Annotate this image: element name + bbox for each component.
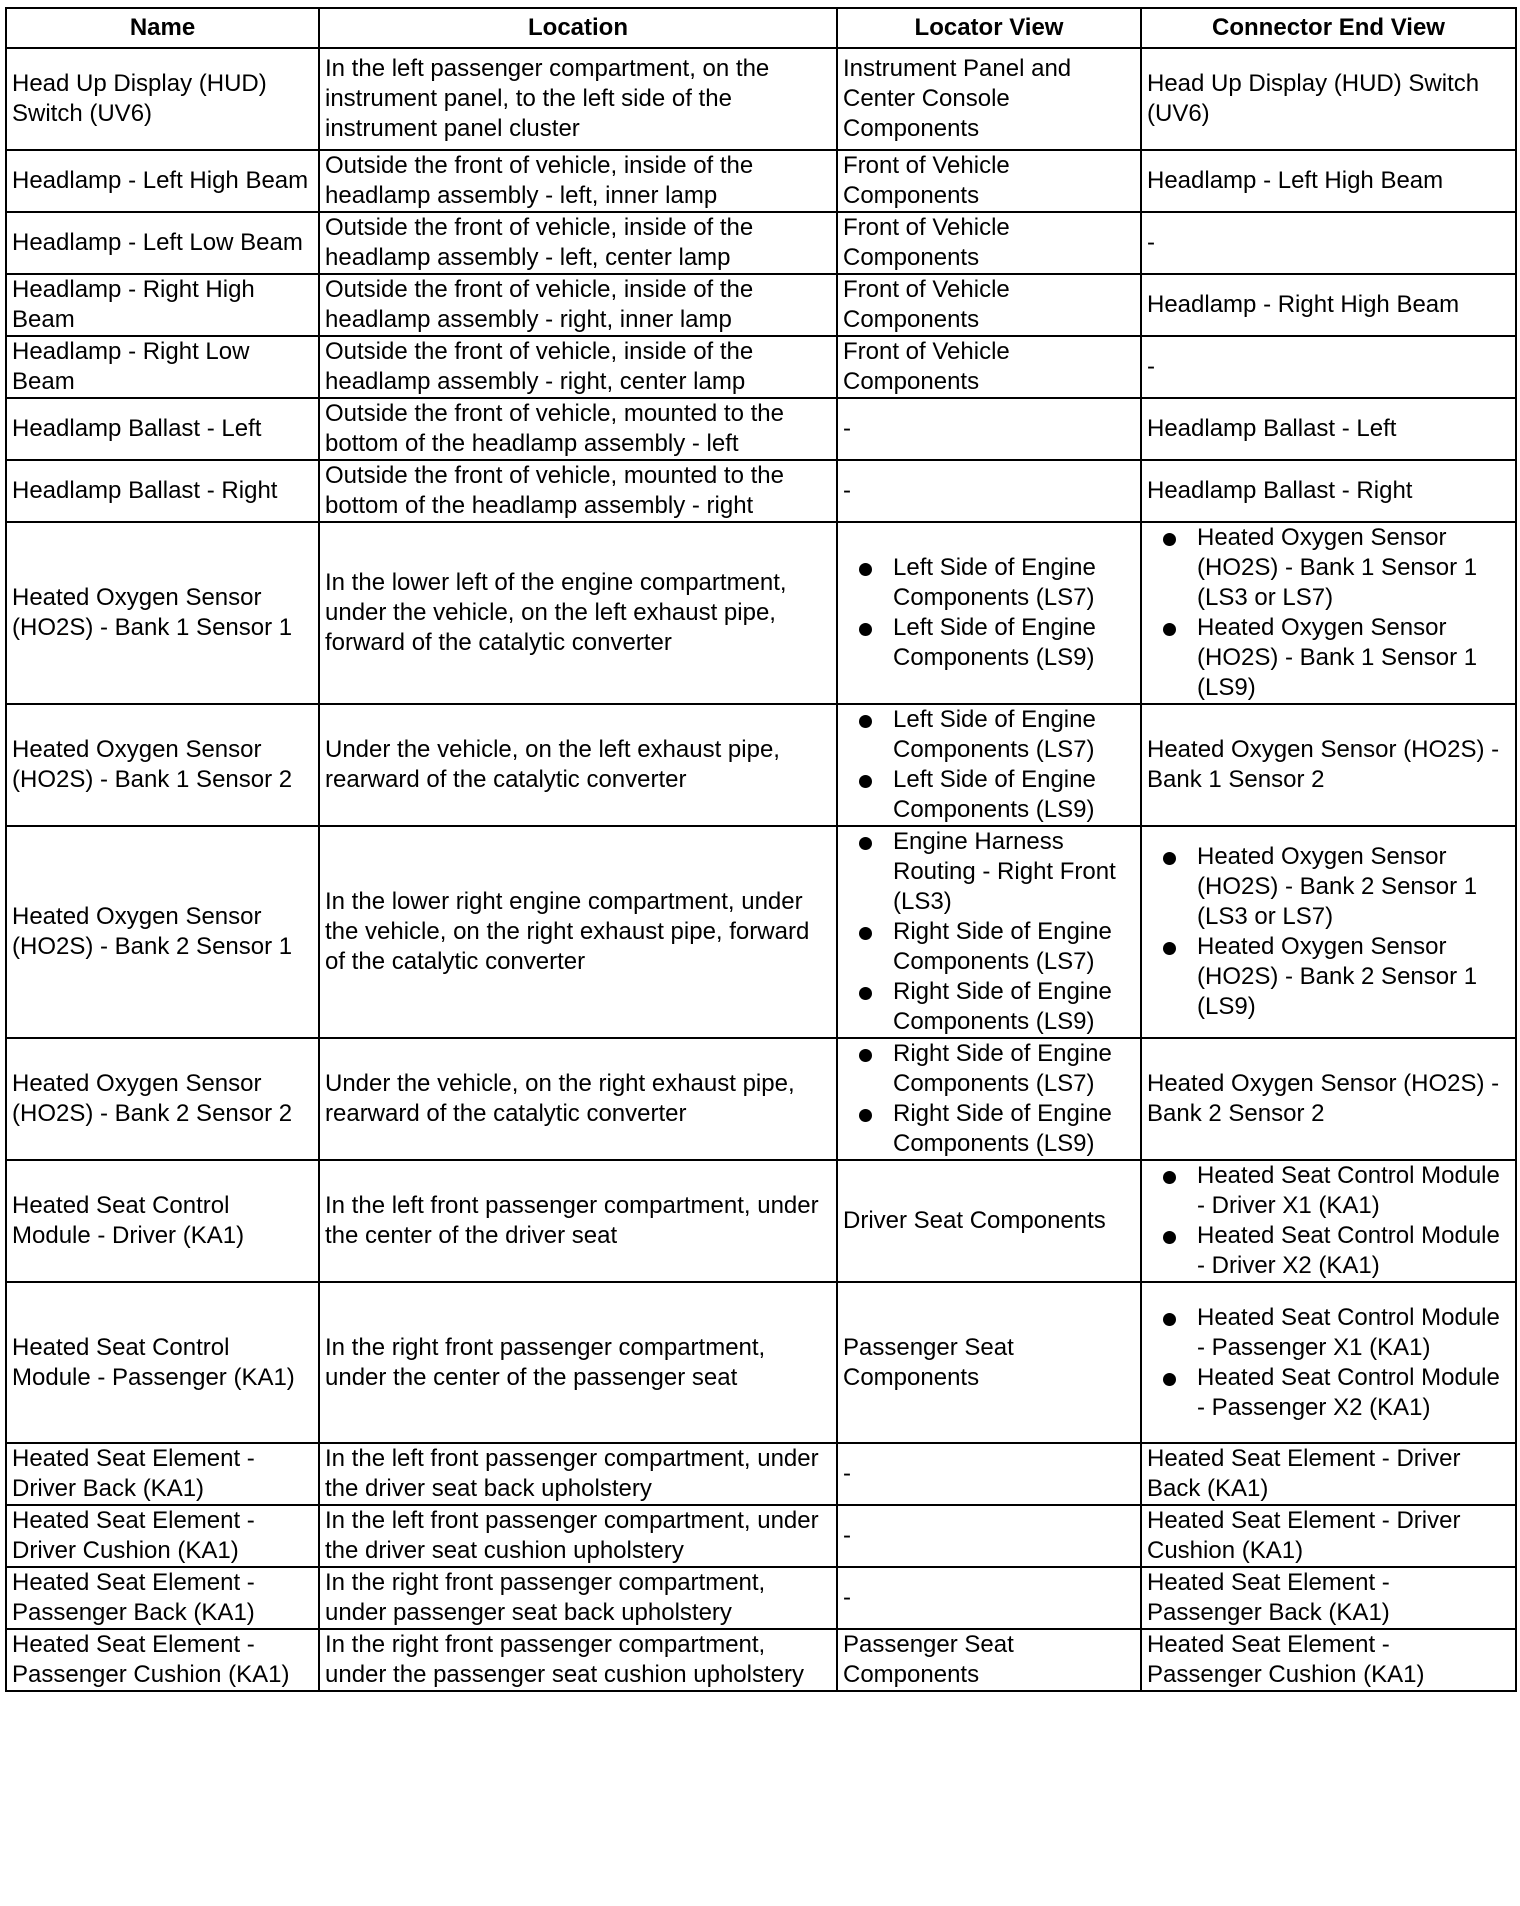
cell-connector-end-view: Headlamp Ballast - Left [1141, 398, 1516, 460]
cell-name: Headlamp - Left High Beam [6, 150, 319, 212]
table-row [6, 1629, 1516, 1691]
cell-locator-view: - [837, 1443, 1141, 1505]
cell-location: In the left front passenger compartment, under the driver seat cushion upholstery [319, 1505, 837, 1567]
cell-name: Headlamp - Right Low Beam [6, 336, 319, 398]
header-locator-view: Locator View [837, 8, 1141, 48]
connector-end-view-list [1147, 523, 1510, 703]
cell-locator-view: Instrument Panel and Center Console Components [837, 48, 1141, 150]
cell-connector-end-view: Heated Seat Element - Driver Back (KA1) [1141, 1443, 1516, 1505]
cell-locator-view [837, 522, 1141, 704]
cell-name: Heated Oxygen Sensor (HO2S) - Bank 1 Sensor 1 [6, 522, 319, 704]
cell-name: Heated Seat Element - Passenger Back (KA1) [6, 1567, 319, 1629]
table-row [6, 274, 1516, 336]
component-locator-table [5, 7, 1517, 1692]
table-row [6, 1038, 1516, 1160]
cell-locator-view: Front of Vehicle Components [837, 336, 1141, 398]
cell-connector-end-view: - [1141, 336, 1516, 398]
cell-location: In the lower left of the engine compartment, under the vehicle, on the left exhaust pipe, forward of the catalytic converter [319, 522, 837, 704]
locator-view-list [843, 705, 1135, 825]
header-row [6, 8, 1516, 48]
table-row [6, 1505, 1516, 1567]
connector-end-view-list [1147, 1161, 1510, 1281]
cell-locator-view: Front of Vehicle Components [837, 150, 1141, 212]
locator-view-list-item: Left Side of Engine Components (LS7) [893, 553, 1135, 613]
cell-locator-view: - [837, 460, 1141, 522]
cell-name: Heated Seat Element - Driver Cushion (KA1) [6, 1505, 319, 1567]
cell-locator-view [837, 826, 1141, 1038]
header-location: Location [319, 8, 837, 48]
cell-connector-end-view: Heated Oxygen Sensor (HO2S) - Bank 1 Sensor 2 [1141, 704, 1516, 826]
cell-locator-view: - [837, 1505, 1141, 1567]
connector-end-view-list-item: Heated Seat Control Module - Passenger X1 (KA1) [1197, 1303, 1510, 1363]
cell-locator-view: Passenger Seat Components [837, 1629, 1141, 1691]
connector-end-view-list-item: Heated Oxygen Sensor (HO2S) - Bank 2 Sensor 1 (LS3 or LS7) [1197, 842, 1510, 932]
cell-location: Outside the front of vehicle, mounted to the bottom of the headlamp assembly - left [319, 398, 837, 460]
locator-view-list-item: Right Side of Engine Components (LS7) [893, 1039, 1135, 1099]
connector-end-view-list [1147, 842, 1510, 1022]
cell-name: Headlamp Ballast - Right [6, 460, 319, 522]
locator-view-list [843, 553, 1135, 673]
table-row [6, 522, 1516, 704]
locator-view-list-item: Engine Harness Routing - Right Front (LS3) [893, 827, 1135, 917]
cell-connector-end-view [1141, 1160, 1516, 1282]
cell-location: In the right front passenger compartment, under the center of the passenger seat [319, 1282, 837, 1443]
table-row [6, 1160, 1516, 1282]
cell-connector-end-view [1141, 522, 1516, 704]
cell-location: In the left front passenger compartment, under the driver seat back upholstery [319, 1443, 837, 1505]
table-row [6, 212, 1516, 274]
cell-location: In the left front passenger compartment, under the center of the driver seat [319, 1160, 837, 1282]
locator-view-list-item: Right Side of Engine Components (LS9) [893, 977, 1135, 1037]
table-body [6, 48, 1516, 1691]
cell-location: In the left passenger compartment, on the instrument panel, to the left side of the instrument panel cluster [319, 48, 837, 150]
cell-connector-end-view: Heated Oxygen Sensor (HO2S) - Bank 2 Sensor 2 [1141, 1038, 1516, 1160]
cell-locator-view: Front of Vehicle Components [837, 274, 1141, 336]
cell-name: Heated Seat Control Module - Driver (KA1) [6, 1160, 319, 1282]
cell-locator-view: Front of Vehicle Components [837, 212, 1141, 274]
cell-locator-view: - [837, 398, 1141, 460]
cell-location: Outside the front of vehicle, inside of the headlamp assembly - left, center lamp [319, 212, 837, 274]
cell-connector-end-view: Headlamp - Right High Beam [1141, 274, 1516, 336]
cell-location: Outside the front of vehicle, mounted to the bottom of the headlamp assembly - right [319, 460, 837, 522]
locator-view-list-item: Right Side of Engine Components (LS9) [893, 1099, 1135, 1159]
locator-view-list [843, 1039, 1135, 1159]
connector-end-view-list-item: Heated Oxygen Sensor (HO2S) - Bank 2 Sensor 1 (LS9) [1197, 932, 1510, 1022]
cell-connector-end-view [1141, 1282, 1516, 1443]
cell-locator-view: Driver Seat Components [837, 1160, 1141, 1282]
cell-name: Heated Seat Element - Driver Back (KA1) [6, 1443, 319, 1505]
cell-location: Outside the front of vehicle, inside of the headlamp assembly - right, inner lamp [319, 274, 837, 336]
table-row [6, 704, 1516, 826]
cell-location: Under the vehicle, on the right exhaust pipe, rearward of the catalytic converter [319, 1038, 837, 1160]
connector-end-view-list-item: Heated Seat Control Module - Driver X2 (KA1) [1197, 1221, 1510, 1281]
table-row [6, 150, 1516, 212]
cell-name: Heated Seat Control Module - Passenger (KA1) [6, 1282, 319, 1443]
cell-name: Headlamp Ballast - Left [6, 398, 319, 460]
header-connector-end-view: Connector End View [1141, 8, 1516, 48]
cell-name: Heated Oxygen Sensor (HO2S) - Bank 2 Sensor 1 [6, 826, 319, 1038]
cell-connector-end-view: - [1141, 212, 1516, 274]
cell-name: Headlamp - Left Low Beam [6, 212, 319, 274]
cell-location: In the lower right engine compartment, under the vehicle, on the right exhaust pipe, forward of the catalytic converter [319, 826, 837, 1038]
connector-end-view-list-item: Heated Oxygen Sensor (HO2S) - Bank 1 Sensor 1 (LS9) [1197, 613, 1510, 703]
locator-view-list-item: Right Side of Engine Components (LS7) [893, 917, 1135, 977]
connector-end-view-list-item: Heated Seat Control Module - Driver X1 (KA1) [1197, 1161, 1510, 1221]
cell-connector-end-view: Heated Seat Element - Passenger Cushion (KA1) [1141, 1629, 1516, 1691]
header-name: Name [6, 8, 319, 48]
cell-location: Outside the front of vehicle, inside of the headlamp assembly - right, center lamp [319, 336, 837, 398]
connector-end-view-list [1147, 1303, 1510, 1423]
table-row [6, 1567, 1516, 1629]
cell-connector-end-view [1141, 826, 1516, 1038]
cell-locator-view [837, 1038, 1141, 1160]
connector-end-view-list-item: Heated Oxygen Sensor (HO2S) - Bank 1 Sensor 1 (LS3 or LS7) [1197, 523, 1510, 613]
table-row [6, 1443, 1516, 1505]
cell-location: In the right front passenger compartment, under passenger seat back upholstery [319, 1567, 837, 1629]
table-row [6, 460, 1516, 522]
table-row [6, 336, 1516, 398]
cell-name: Heated Oxygen Sensor (HO2S) - Bank 2 Sensor 2 [6, 1038, 319, 1160]
cell-name: Headlamp - Right High Beam [6, 274, 319, 336]
table-row [6, 1282, 1516, 1443]
cell-name: Head Up Display (HUD) Switch (UV6) [6, 48, 319, 150]
cell-name: Heated Oxygen Sensor (HO2S) - Bank 1 Sensor 2 [6, 704, 319, 826]
cell-location: Under the vehicle, on the left exhaust pipe, rearward of the catalytic converter [319, 704, 837, 826]
connector-end-view-list-item: Heated Seat Control Module - Passenger X2 (KA1) [1197, 1363, 1510, 1423]
cell-connector-end-view: Head Up Display (HUD) Switch (UV6) [1141, 48, 1516, 150]
cell-locator-view: - [837, 1567, 1141, 1629]
cell-name: Heated Seat Element - Passenger Cushion (KA1) [6, 1629, 319, 1691]
cell-location: In the right front passenger compartment, under the passenger seat cushion upholstery [319, 1629, 837, 1691]
cell-connector-end-view: Heated Seat Element - Passenger Back (KA1) [1141, 1567, 1516, 1629]
cell-locator-view: Passenger Seat Components [837, 1282, 1141, 1443]
locator-view-list-item: Left Side of Engine Components (LS9) [893, 613, 1135, 673]
cell-connector-end-view: Heated Seat Element - Driver Cushion (KA1) [1141, 1505, 1516, 1567]
cell-connector-end-view: Headlamp - Left High Beam [1141, 150, 1516, 212]
locator-view-list [843, 827, 1135, 1037]
cell-location: Outside the front of vehicle, inside of the headlamp assembly - left, inner lamp [319, 150, 837, 212]
table-row [6, 398, 1516, 460]
cell-locator-view [837, 704, 1141, 826]
cell-connector-end-view: Headlamp Ballast - Right [1141, 460, 1516, 522]
table-row [6, 48, 1516, 150]
locator-view-list-item: Left Side of Engine Components (LS7) [893, 705, 1135, 765]
locator-view-list-item: Left Side of Engine Components (LS9) [893, 765, 1135, 825]
table-row [6, 826, 1516, 1038]
